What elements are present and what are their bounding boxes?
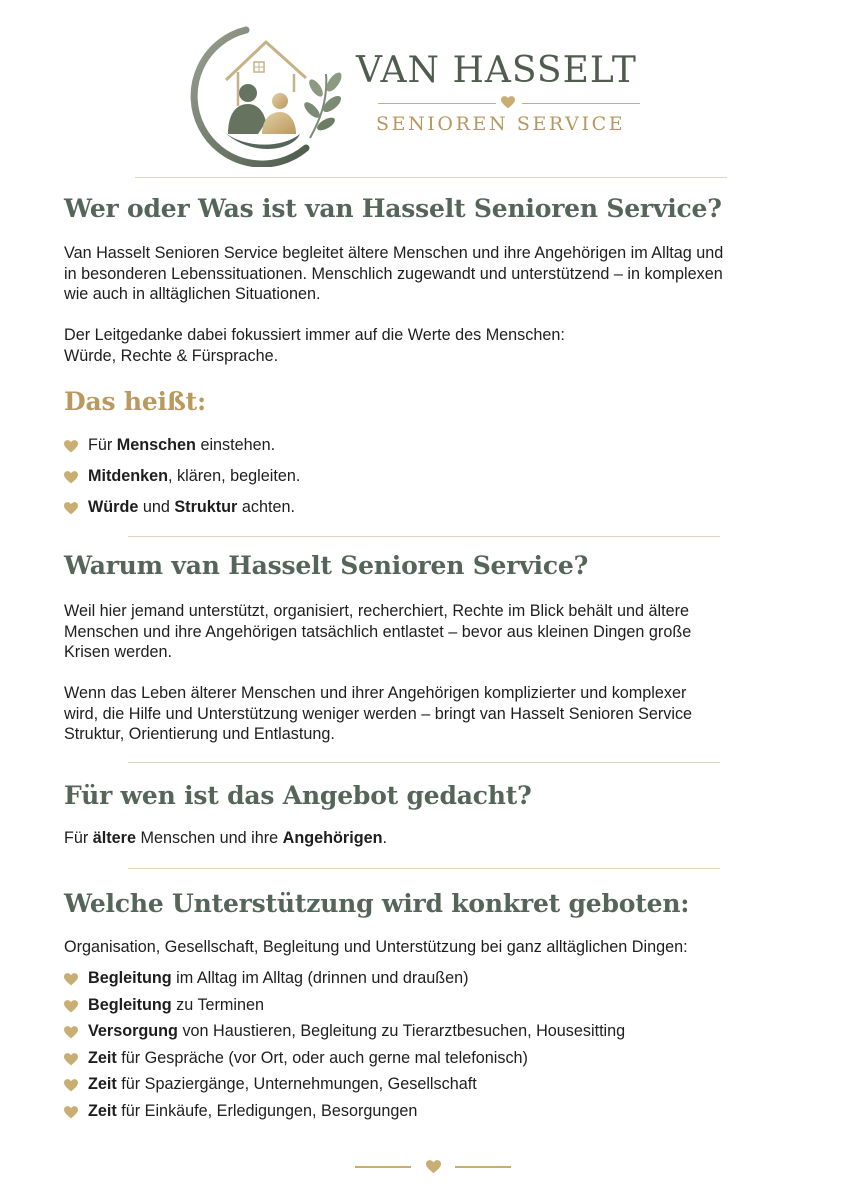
- list-item: Begleitung im Alltag im Alltag (drinnen und draußen): [64, 969, 625, 996]
- section-divider: [135, 177, 727, 178]
- intro-paragraph: Van Hasselt Senioren Service begleitet ältere Menschen und ihre Angehörigen im Alltag und in besonderen Lebenssituationen. Menschlich zugewandt und unterstützend – in komplexen wie auch in alltäglichen Situationen.: [64, 244, 724, 303]
- list-item: Versorgung von Haustieren, Begleitung zu Tierarztbesuchen, Housesitting: [64, 1022, 625, 1049]
- footer-ornament: [355, 1160, 511, 1174]
- heart-bullet-icon: [64, 502, 78, 515]
- why-paragraph: Weil hier jemand unterstützt, organisiert, recherchiert, Rechte im Blick behält und ältere Menschen und ihre Angehörigen tatsächlich entlastet – bevor aus kleinen Dingen große Krisen werden.: [64, 602, 692, 661]
- heart-bullet-icon: [64, 1053, 78, 1066]
- section-heading-why: Warum van Hasselt Senioren Service?: [64, 551, 589, 580]
- heart-bullet-icon: [64, 440, 78, 453]
- list-item: Zeit für Einkäufe, Erledigungen, Besorgungen: [64, 1102, 625, 1129]
- heart-bullet-icon: [64, 973, 78, 986]
- heart-bullet-icon: [64, 1026, 78, 1039]
- why-paragraph-2: Wenn das Leben älterer Menschen und ihrer Angehörigen komplizierter und komplexer wird, die Hilfe und Unterstützung weniger werden – bringt van Hasselt Senioren Service Struktur, Orientierung und Entlastung.: [64, 684, 693, 743]
- section-heading-services: Welche Unterstützung wird konkret geboten:: [64, 889, 690, 918]
- target-group-line: Für ältere Menschen und ihre Angehörigen.: [64, 829, 387, 847]
- list-item: Für Menschen einstehen.: [64, 436, 300, 467]
- section-heading-for-whom: Für wen ist das Angebot gedacht?: [64, 781, 532, 810]
- brand-subtitle: SENIOREN SERVICE: [376, 113, 626, 135]
- list-item: Zeit für Spaziergänge, Unternehmungen, Gesellschaft: [64, 1075, 625, 1102]
- guiding-principle-paragraph: Der Leitgedanke dabei fokussiert immer auf die Werte des Menschen: Würde, Rechte & Fürsprache.: [64, 326, 565, 365]
- logo-icon: [188, 22, 348, 167]
- heart-bullet-icon: [64, 1079, 78, 1092]
- section-divider: [128, 536, 720, 537]
- brand-name: VAN HASSELT: [356, 50, 637, 91]
- list-item: Würde und Struktur achten.: [64, 498, 300, 529]
- heart-icon: [501, 96, 515, 109]
- list-item: Zeit für Gespräche (vor Ort, oder auch gerne mal telefonisch): [64, 1049, 625, 1076]
- list-item: Begleitung zu Terminen: [64, 996, 625, 1023]
- heart-bullet-icon: [64, 1106, 78, 1119]
- section-divider: [128, 762, 720, 763]
- heart-icon: [426, 1160, 441, 1174]
- services-list: [64, 969, 625, 1128]
- principles-list: [64, 436, 300, 529]
- section-heading-meaning: Das heißt:: [64, 387, 207, 416]
- header: [0, 0, 849, 180]
- brand-divider: [378, 102, 640, 104]
- heart-bullet-icon: [64, 471, 78, 484]
- section-divider: [128, 868, 720, 869]
- services-intro: Organisation, Gesellschaft, Begleitung und Unterstützung bei ganz alltäglichen Dingen:: [64, 938, 688, 956]
- section-heading-who: Wer oder Was ist van Hasselt Senioren Service?: [64, 194, 722, 223]
- list-item: Mitdenken, klären, begleiten.: [64, 467, 300, 498]
- heart-bullet-icon: [64, 1000, 78, 1013]
